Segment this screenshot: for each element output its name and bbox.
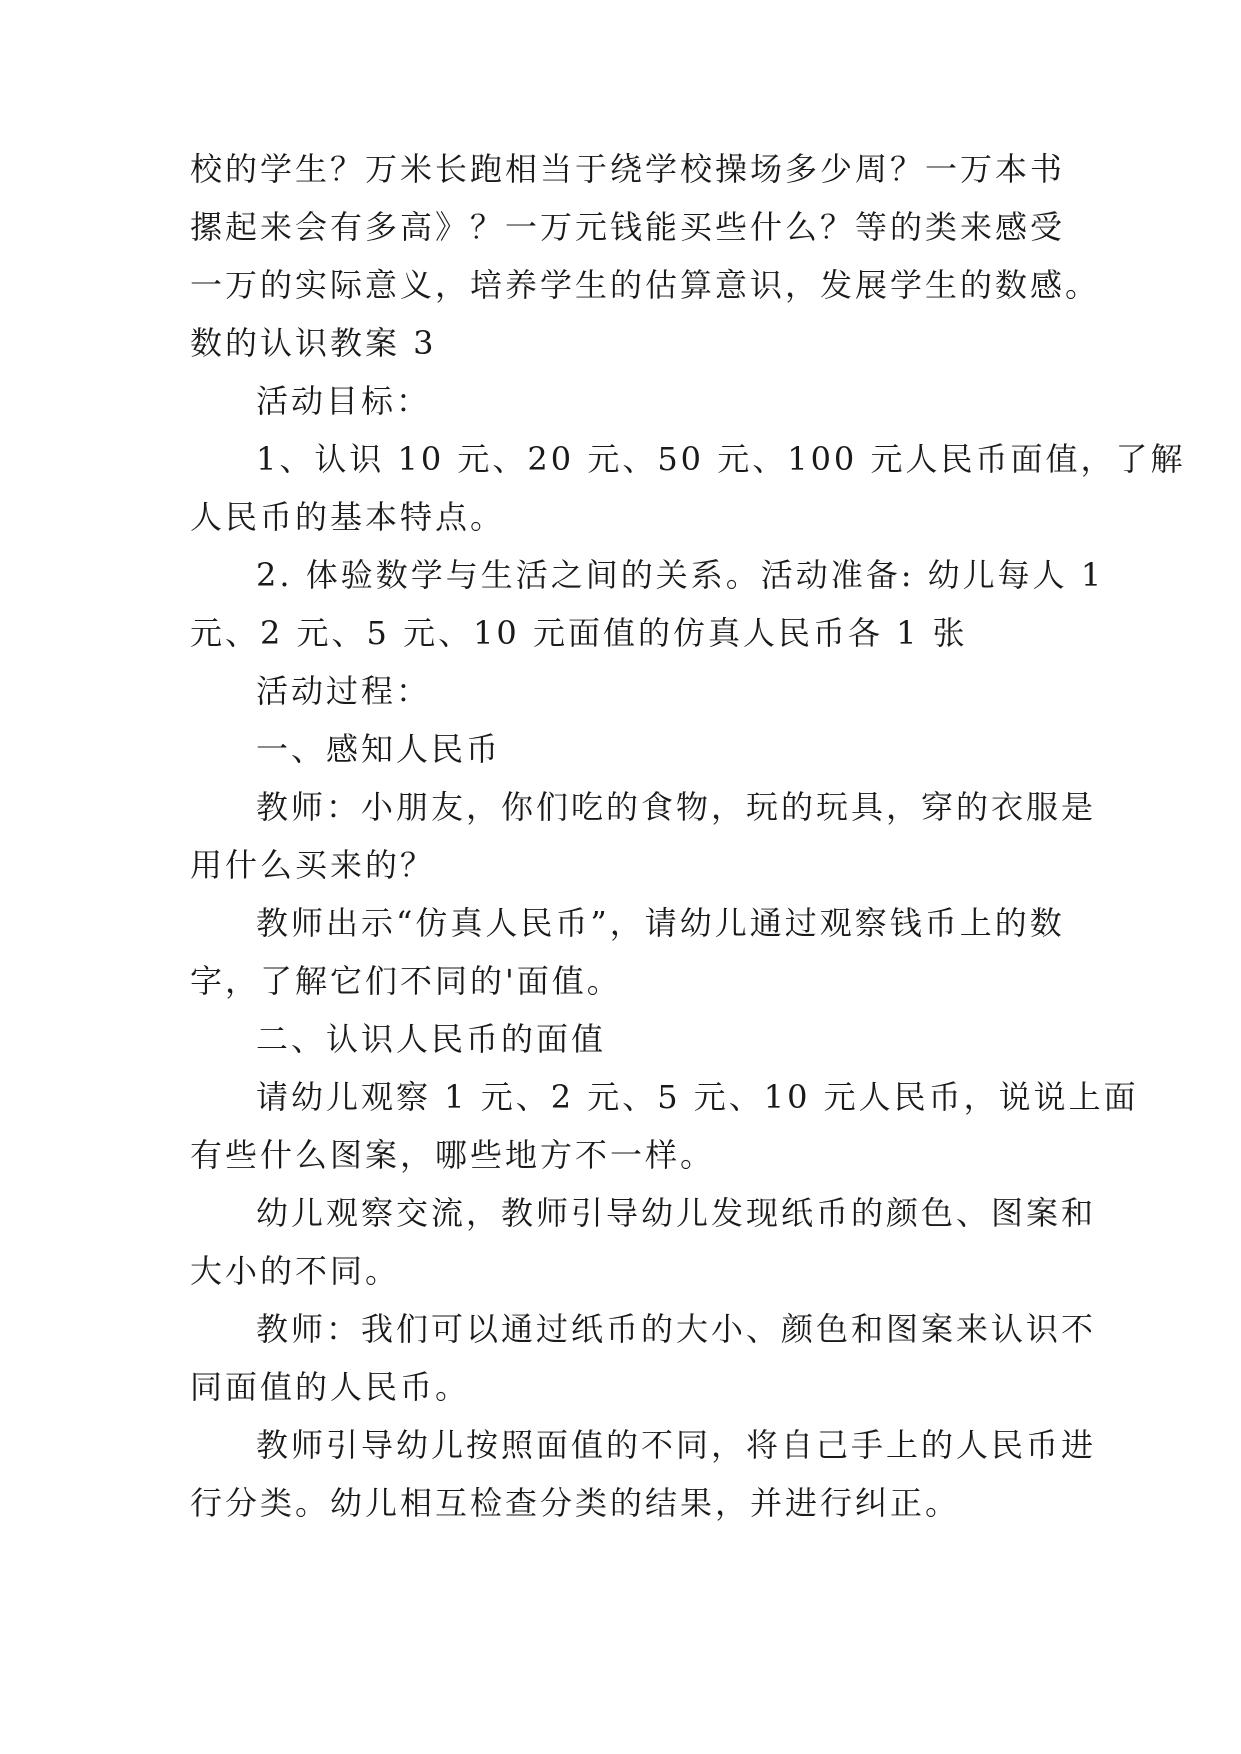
text-line: 摞起来会有多高》？一万元钱能买些什么？等的类来感受 xyxy=(190,208,1066,246)
text-line: 活动目标： xyxy=(256,382,432,420)
text-line: 教师出示“仿真人民币”，请幼儿通过观察钱币上的数 xyxy=(256,904,1065,942)
document-body xyxy=(190,140,1186,1532)
text-line: 2. 体验数学与生活之间的关系。活动准备: 幼儿每人 1 xyxy=(256,556,1105,594)
text-line: 字，了解它们不同的'面值。 xyxy=(190,962,622,1000)
text-line: 数的认识教案 3 xyxy=(190,324,437,362)
text-line: 1、认识 10 元、20 元、50 元、100 元人民币面值，了解 xyxy=(256,440,1186,478)
text-line: 同面值的人民币。 xyxy=(190,1368,471,1406)
text-line: 有些什么图案，哪些地方不一样。 xyxy=(190,1136,716,1174)
text-line: 幼儿观察交流，教师引导幼儿发现纸币的颜色、图案和 xyxy=(256,1194,1097,1232)
text-line: 大小的不同。 xyxy=(190,1252,401,1290)
text-line: 一、感知人民币 xyxy=(256,730,502,768)
text-line: 人民币的基本特点。 xyxy=(190,498,506,536)
text-line: 校的学生？万米长跑相当于绕学校操场多少周？一万本书 xyxy=(190,150,1066,188)
text-line: 元、2 元、5 元、10 元面值的仿真人民币各 1 张 xyxy=(190,614,968,652)
text-line: 一万的实际意义，培养学生的估算意识，发展学生的数感。 xyxy=(190,266,1101,304)
text-line: 活动过程： xyxy=(256,672,432,710)
text-line: 用什么买来的？ xyxy=(190,846,436,884)
text-line: 教师：我们可以通过纸币的大小、颜色和图案来认识不 xyxy=(256,1310,1097,1348)
text-line: 行分类。幼儿相互检查分类的结果，并进行纠正。 xyxy=(190,1484,961,1522)
text-line: 二、认识人民币的面值 xyxy=(256,1020,607,1058)
text-line: 请幼儿观察 1 元、2 元、5 元、10 元人民币，说说上面 xyxy=(256,1078,1139,1116)
text-line: 教师引导幼儿按照面值的不同，将自己手上的人民币进 xyxy=(256,1426,1097,1464)
text-line: 教师：小朋友，你们吃的食物，玩的玩具，穿的衣服是 xyxy=(256,788,1097,826)
